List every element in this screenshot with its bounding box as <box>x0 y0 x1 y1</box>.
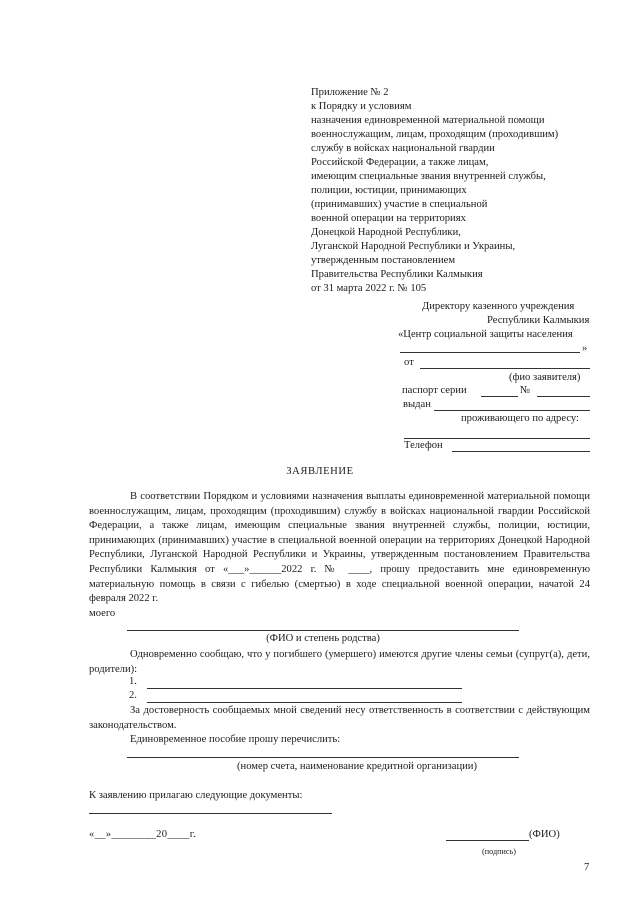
main-paragraph-end: моего <box>89 608 116 619</box>
addressee-line-1: Директору казенного учреждения <box>422 301 575 312</box>
annex-line: Донецкой Народной Республики, <box>311 227 461 238</box>
signature-line <box>446 840 529 841</box>
annex-line: утвержденным постановлением <box>311 255 456 266</box>
issued-label: выдан <box>403 399 431 410</box>
attachments-label: К заявлению прилагаю следующие документы: <box>89 790 303 801</box>
signature-fio-label: (ФИО) <box>529 829 560 840</box>
from-label: от <box>404 357 414 368</box>
responsibility-paragraph: За достоверность сообщаемых мной сведений несу ответственность в соответствии с действующим законодательством. <box>89 705 590 731</box>
annex-line: полиции, юстиции, принимающих <box>311 185 467 196</box>
annex-line: Правительства Республики Калмыкия <box>311 269 483 280</box>
address-line <box>404 438 590 439</box>
phone-line <box>452 451 590 452</box>
addressee-blank-line <box>400 352 580 353</box>
document-title: ЗАЯВЛЕНИЕ <box>286 466 354 477</box>
addressee-line-3: «Центр социальной защиты населения <box>398 329 573 340</box>
phone-label: Телефон <box>404 440 443 451</box>
annex-line: к Порядку и условиям <box>311 101 412 112</box>
addressee-closing-quote: » <box>582 343 588 354</box>
main-paragraph: В соответствии Порядком и условиями назначения выплаты единовременной материальной помощи военнослужащим, лицам, проходящим (проходившим) службу в войсках национальной гвардии Российской Федерации, а также лицам, имеющим специальные звания внутренней службы, полиции, юстиции, принимающих (принимавших) участие в специальной военной операции на территориях Донецкой Народной Республики, Луганской Народной Республики и Украины, утвержденным постановлением Правительства Республики Калмыкия от «___»______2022 г. № ____, прошу предоставить мне единовременную материальную помощь в связи с гибелью (смертью) в ходе специальной военной операции, начатой 24 февраля 2022 г. <box>89 491 590 605</box>
passport-number-sign: № <box>520 385 531 396</box>
family-paragraph: Одновременно сообщаю, что у погибшего (умершего) имеются другие члены семьи (супруг(а), дети, родители): <box>89 649 590 675</box>
annex-line: военной операции на территориях <box>311 213 466 224</box>
date-line: «__»________20____г. <box>89 829 197 840</box>
annex-line: (принимавших) участие в специальной <box>311 199 488 210</box>
residing-label: проживающего по адресу: <box>461 413 579 424</box>
annex-line: Луганской Народной Республики и Украины, <box>311 241 516 252</box>
annex-line: назначения единовременной материальной помощи <box>311 115 545 126</box>
relative-fio-line <box>127 630 519 631</box>
family-item-2-line <box>147 702 462 703</box>
transfer-paragraph: Единовременное пособие прошу перечислить: <box>130 734 341 745</box>
passport-number-line <box>537 396 590 397</box>
attachments-line <box>89 813 332 814</box>
family-item-1-line <box>147 688 462 689</box>
annex-line: военнослужащим, лицам, проходящим (проходившим) <box>311 129 559 140</box>
annex-line: Приложение № 2 <box>311 87 389 98</box>
applicant-name-line <box>420 368 590 369</box>
account-line <box>127 757 519 758</box>
annex-line: службу в войсках национальной гвардии <box>311 143 495 154</box>
passport-series-line <box>481 396 518 397</box>
signature-caption: (подпись) <box>482 847 516 856</box>
addressee-line-2: Республики Калмыкия <box>487 315 590 326</box>
page-number: 7 <box>584 862 590 873</box>
account-caption: (номер счета, наименование кредитной организации) <box>237 761 477 772</box>
family-item-2-number: 2. <box>129 690 137 701</box>
annex-line: имеющим специальные звания внутренней службы, <box>311 171 546 182</box>
annex-line: от 31 марта 2022 г. № 105 <box>311 283 427 294</box>
annex-line: Российской Федерации, а также лицам, <box>311 157 489 168</box>
applicant-caption: (фио заявителя) <box>509 372 581 383</box>
relative-fio-caption: (ФИО и степень родства) <box>266 633 380 644</box>
family-item-1-number: 1. <box>129 676 137 687</box>
passport-label: паспорт серии <box>402 385 467 396</box>
issued-line <box>434 410 590 411</box>
